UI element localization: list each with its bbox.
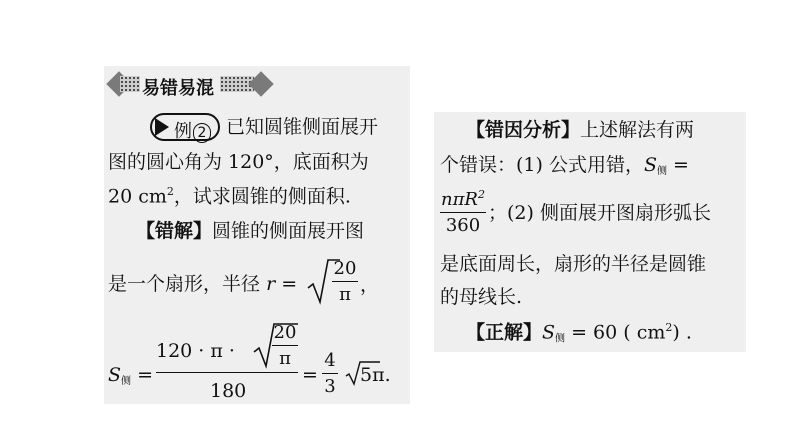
result-radical-content: 5π. bbox=[360, 364, 391, 386]
example-line-1: 已知圆锥侧面展开 bbox=[226, 116, 379, 138]
example-badge bbox=[150, 113, 220, 141]
analysis-line-2: 个错误：(1) 公式用错，$S_侧$ = bbox=[440, 154, 689, 177]
formula-fraction: nπR$^2$ 360 bbox=[441, 188, 485, 236]
example-line-2: 图的圆心角为 120°，底面积为 bbox=[108, 151, 369, 173]
analysis-line-5: 的母线长. bbox=[440, 286, 523, 308]
badge-number: 2 bbox=[193, 123, 211, 143]
analysis-line-1: 【错因分析】上述解法有两 bbox=[466, 119, 695, 141]
wrong-solution-line-1: 【错解】圆锥的侧面展开图 bbox=[136, 220, 365, 242]
four-thirds-fraction: 4 3 bbox=[322, 350, 338, 397]
section-title: 易错易混 bbox=[142, 78, 214, 99]
section-header bbox=[108, 70, 270, 98]
area-denominator: 180 bbox=[210, 380, 247, 402]
area-inner-fraction: 20 π bbox=[273, 322, 297, 369]
dot-pattern-left bbox=[120, 76, 140, 92]
example-line-3: 20 $cm^2$，试求圆锥的侧面积. bbox=[108, 185, 351, 208]
analysis-line-4: 是底面周长，扇形的半径是圆锥 bbox=[440, 253, 707, 275]
wrong-solution-line-2: 是一个扇形，半径 r = bbox=[108, 273, 298, 295]
radius-fraction: 20 π bbox=[333, 258, 357, 305]
wrong-solution-label: 【错解】 bbox=[136, 220, 213, 242]
badge-label: 例 bbox=[174, 121, 192, 142]
correct-solution-line: 【正解】$S_侧 = 60$ ( $cm^2$) . bbox=[466, 321, 692, 345]
error-analysis-label: 【错因分析】 bbox=[466, 119, 581, 141]
correct-solution-label: 【正解】 bbox=[466, 321, 543, 344]
area-fraction-bar bbox=[156, 372, 298, 373]
area-symbol: $S_侧$ = bbox=[108, 364, 153, 387]
play-icon bbox=[155, 118, 169, 136]
analysis-line-3: ；(2) 侧面展开图扇形弧长 bbox=[488, 202, 711, 224]
area-numerator-prefix: 120 · π · bbox=[156, 340, 235, 362]
